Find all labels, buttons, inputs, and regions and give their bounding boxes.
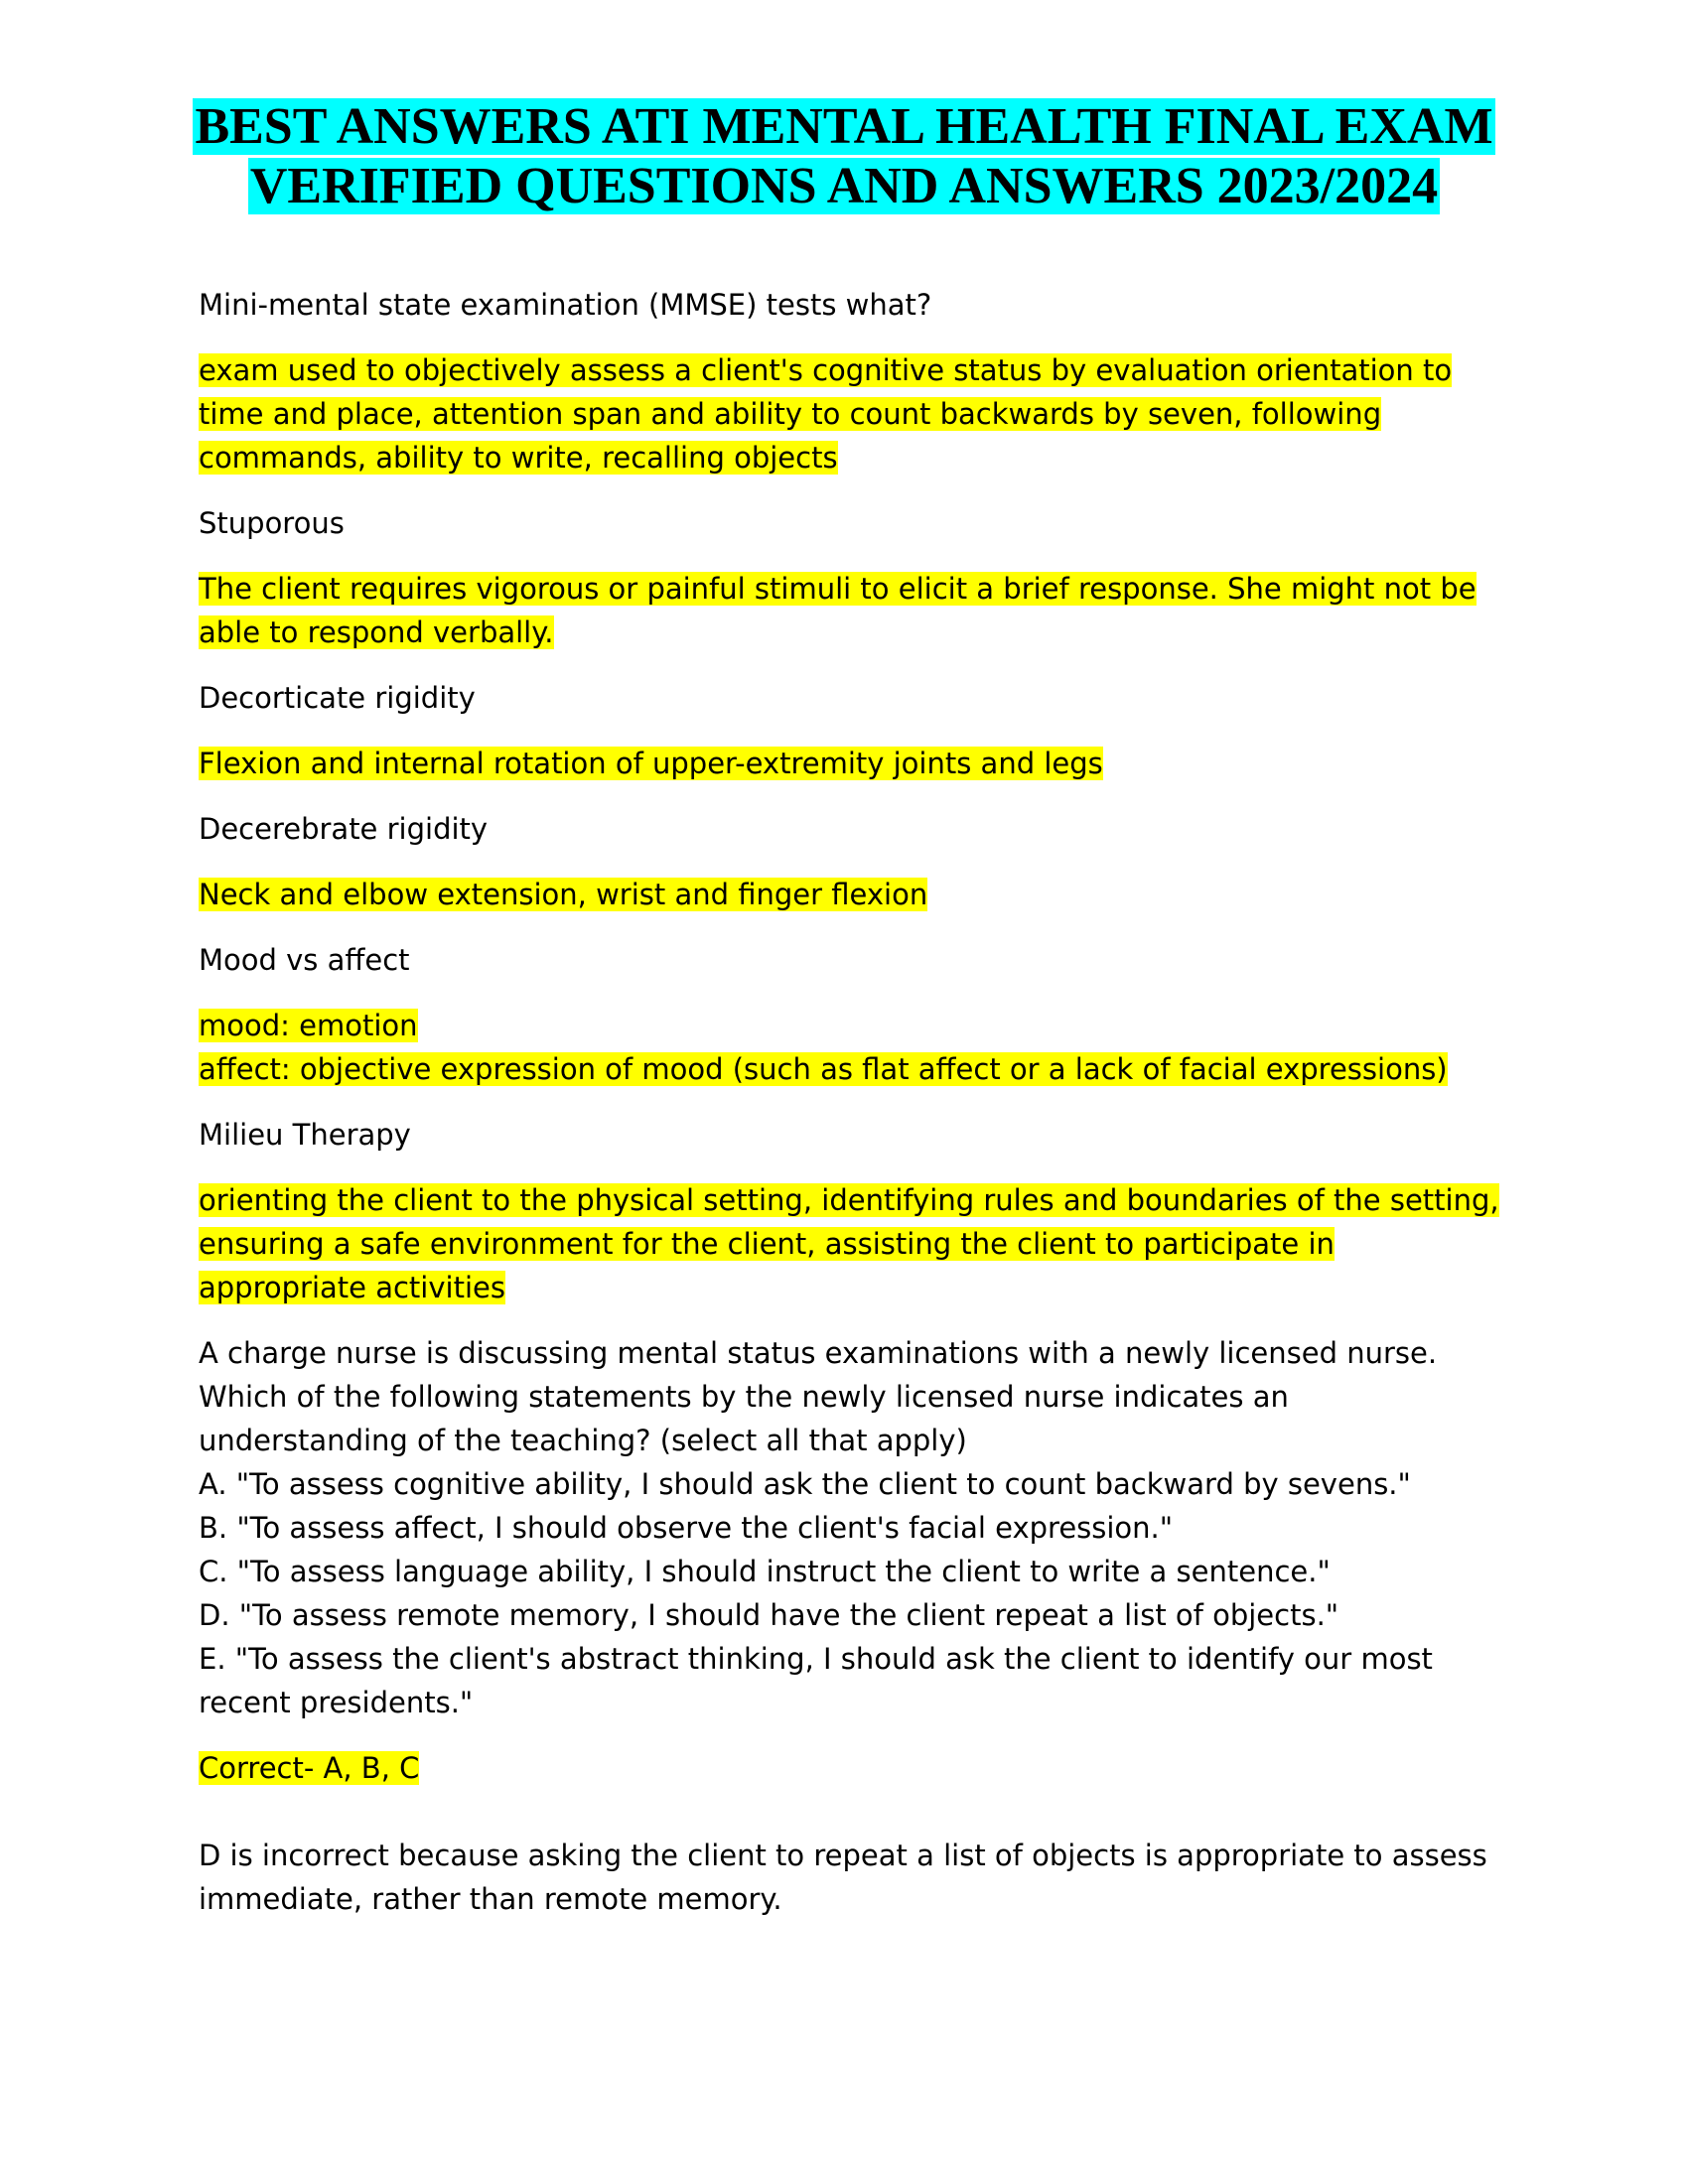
answer-mood-affect <box>199 1004 1499 1091</box>
answer-milieu: orienting the client to the physical setting, identifying rules and boundaries of the setting, ensuring a safe environment for the client, assisting the client to participate in appropriate activities <box>199 1183 1499 1304</box>
question-decerebrate: Decerebrate rigidity <box>199 812 489 846</box>
question-mood-affect: Mood vs affect <box>199 943 410 977</box>
answer-stuporous: The client requires vigorous or painful stimuli to elicit a brief response. She might not be able to respond verbally. <box>199 572 1477 649</box>
title-line-2: VERIFIED QUESTIONS AND ANSWERS 2023/2024 <box>249 158 1439 214</box>
mcq-rationale: D is incorrect because asking the client to repeat a list of objects is appropriate to assess immediate, rather than remote memory. <box>199 1839 1487 1916</box>
mcq-option-d: D. "To assess remote memory, I should have the client repeat a list of objects." <box>199 1598 1339 1632</box>
mcq-stem: A charge nurse is discussing mental status examinations with a newly licensed nurse. Which of the following statements by the newly licensed nurse indicates an understanding of the teaching? (select all that apply) <box>199 1336 1438 1457</box>
qa-content <box>199 283 1499 1921</box>
mcq-option-c: C. "To assess language ability, I should instruct the client to write a sentence." <box>199 1555 1331 1588</box>
mcq-question <box>199 1331 1499 1724</box>
answer-mood-line: mood: emotion <box>199 1009 418 1042</box>
mcq-option-b: B. "To assess affect, I should observe the client's facial expression." <box>199 1511 1174 1545</box>
document-title <box>0 97 1688 216</box>
title-line-1: BEST ANSWERS ATI MENTAL HEALTH FINAL EXAM <box>195 98 1493 155</box>
question-milieu: Milieu Therapy <box>199 1118 411 1152</box>
question-stuporous: Stuporous <box>199 506 345 540</box>
question-mmse: Mini-mental state examination (MMSE) tests what? <box>199 288 932 322</box>
question-decorticate: Decorticate rigidity <box>199 681 476 715</box>
mcq-option-a: A. "To assess cognitive ability, I should ask the client to count backward by sevens." <box>199 1467 1411 1501</box>
mcq-correct-answer: Correct- A, B, C <box>199 1751 420 1785</box>
answer-mmse: exam used to objectively assess a client's cognitive status by evaluation orientation to time and place, attention span and ability to count backwards by seven, following commands, ability to write, recalling objects <box>199 353 1453 475</box>
answer-affect-line: affect: objective expression of mood (such as flat affect or a lack of facial expressions) <box>199 1052 1448 1086</box>
answer-decerebrate: Neck and elbow extension, wrist and finger flexion <box>199 878 928 911</box>
answer-decorticate: Flexion and internal rotation of upper-extremity joints and legs <box>199 747 1103 780</box>
mcq-option-e: E. "To assess the client's abstract thinking, I should ask the client to identify our most recent presidents." <box>199 1642 1433 1719</box>
